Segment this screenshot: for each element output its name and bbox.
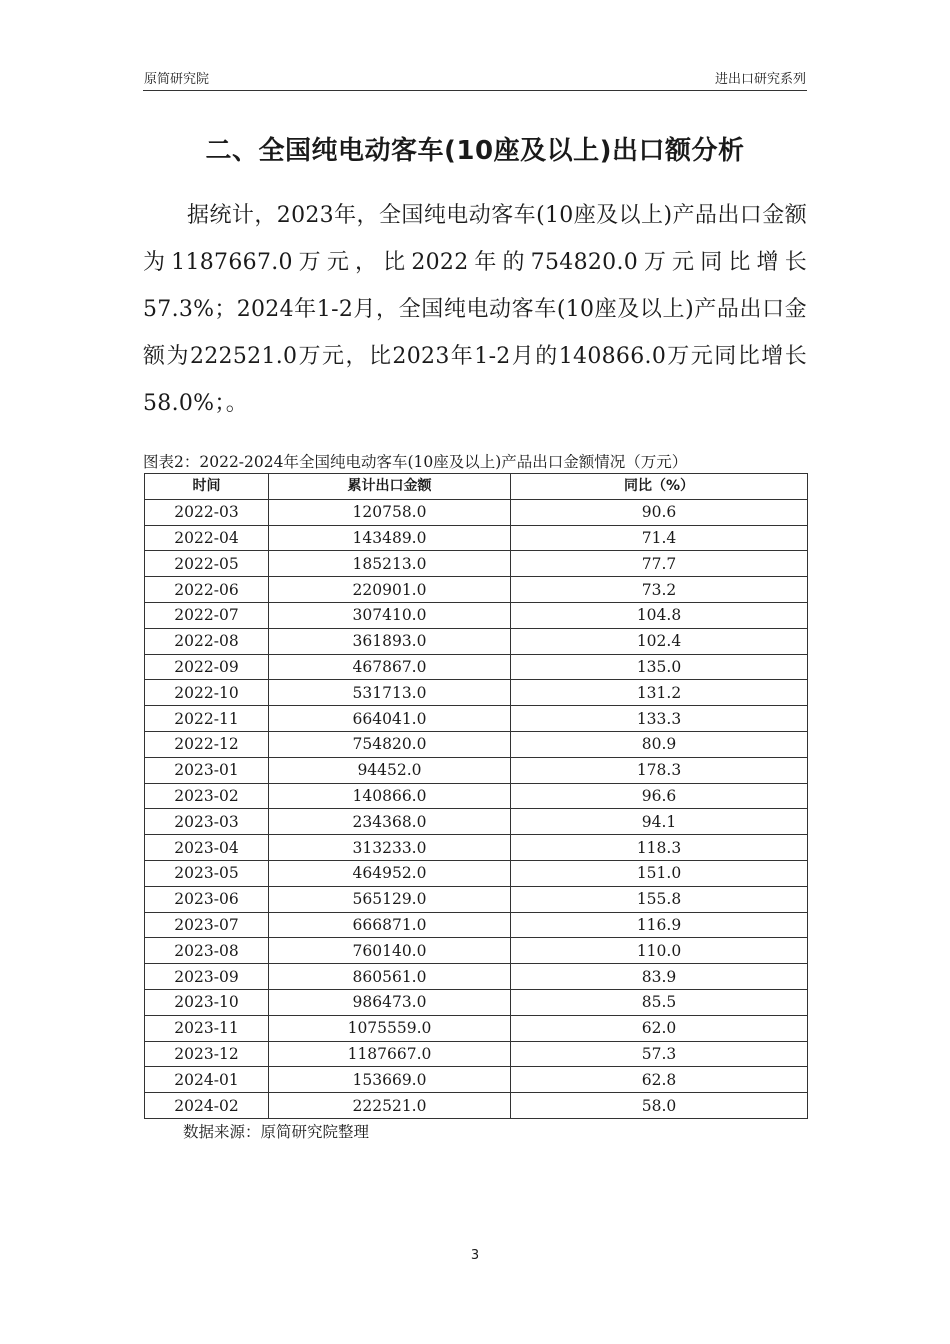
cell-yoy: 102.4 [511,628,808,654]
table-header-row [145,474,808,500]
header-series-name: 进出口研究系列 [714,72,806,87]
cell-yoy: 85.5 [511,989,808,1015]
table-row [145,551,808,577]
cell-cumulative-export: 153669.0 [269,1067,511,1093]
cell-time: 2023-12 [145,1041,269,1067]
cell-time: 2022-09 [145,654,269,680]
cell-time: 2023-03 [145,809,269,835]
table-row [145,964,808,990]
cell-time: 2023-07 [145,912,269,938]
section-title: 二、全国纯电动客车(10座及以上)出口额分析 [205,136,745,166]
cell-yoy: 118.3 [511,835,808,861]
table-row [145,886,808,912]
cell-yoy: 135.0 [511,654,808,680]
column-header-cumulative-export: 累计出口金额 [269,474,511,500]
table-row [145,809,808,835]
cell-yoy: 116.9 [511,912,808,938]
cell-time: 2023-11 [145,1015,269,1041]
cell-time: 2023-10 [145,989,269,1015]
table-row [145,938,808,964]
cell-cumulative-export: 222521.0 [269,1093,511,1119]
cell-time: 2022-07 [145,602,269,628]
table-row [145,1041,808,1067]
cell-time: 2022-11 [145,706,269,732]
cell-time: 2022-03 [145,499,269,525]
table-row [145,499,808,525]
cell-time: 2023-05 [145,860,269,886]
table-row [145,860,808,886]
cell-cumulative-export: 664041.0 [269,706,511,732]
cell-cumulative-export: 986473.0 [269,989,511,1015]
cell-time: 2023-01 [145,757,269,783]
table-row [145,1015,808,1041]
cell-yoy: 94.1 [511,809,808,835]
cell-yoy: 57.3 [511,1041,808,1067]
cell-cumulative-export: 313233.0 [269,835,511,861]
cell-cumulative-export: 467867.0 [269,654,511,680]
table-row [145,783,808,809]
cell-yoy: 104.8 [511,602,808,628]
page-header [143,66,807,91]
cell-yoy: 151.0 [511,860,808,886]
cell-yoy: 96.6 [511,783,808,809]
cell-time: 2022-04 [145,525,269,551]
table-row [145,602,808,628]
cell-cumulative-export: 307410.0 [269,602,511,628]
cell-cumulative-export: 140866.0 [269,783,511,809]
cell-cumulative-export: 531713.0 [269,680,511,706]
header-org-name: 原简研究院 [144,72,210,87]
table-row [145,706,808,732]
cell-time: 2022-08 [145,628,269,654]
table-body [145,499,808,1118]
table-row [145,757,808,783]
table-row [145,731,808,757]
export-data-table [144,473,808,1119]
table-row [145,628,808,654]
cell-cumulative-export: 185213.0 [269,551,511,577]
table-row [145,1067,808,1093]
column-header-yoy: 同比（%） [511,474,808,500]
cell-cumulative-export: 120758.0 [269,499,511,525]
cell-cumulative-export: 94452.0 [269,757,511,783]
cell-time: 2023-02 [145,783,269,809]
table-row [145,1093,808,1119]
cell-cumulative-export: 860561.0 [269,964,511,990]
cell-yoy: 73.2 [511,577,808,603]
cell-cumulative-export: 754820.0 [269,731,511,757]
cell-yoy: 131.2 [511,680,808,706]
cell-time: 2023-09 [145,964,269,990]
cell-yoy: 90.6 [511,499,808,525]
cell-cumulative-export: 464952.0 [269,860,511,886]
cell-time: 2023-08 [145,938,269,964]
table-row [145,835,808,861]
page-number: 3 [470,1248,480,1263]
cell-cumulative-export: 234368.0 [269,809,511,835]
table-row [145,525,808,551]
cell-cumulative-export: 361893.0 [269,628,511,654]
cell-yoy: 71.4 [511,525,808,551]
cell-time: 2023-04 [145,835,269,861]
cell-time: 2022-06 [145,577,269,603]
cell-yoy: 133.3 [511,706,808,732]
column-header-time: 时间 [145,474,269,500]
cell-yoy: 62.8 [511,1067,808,1093]
body-paragraph: 据统计，2023年，全国纯电动客车(10座及以上)产品出口金额为1187667.0万元，比2022年的754820.0万元同比增长57.3%；2024年1-2月，全国纯电动客车(10座及以上)产品出口金额为222521.0万元，比2023年1-2月的140866.0万元同比增长58.0%；。 [143,203,807,416]
cell-cumulative-export: 1075559.0 [269,1015,511,1041]
cell-time: 2024-01 [145,1067,269,1093]
cell-yoy: 62.0 [511,1015,808,1041]
data-source-note: 数据来源：原简研究院整理 [183,1123,370,1141]
cell-yoy: 155.8 [511,886,808,912]
cell-cumulative-export: 666871.0 [269,912,511,938]
cell-yoy: 110.0 [511,938,808,964]
cell-yoy: 80.9 [511,731,808,757]
cell-time: 2022-05 [145,551,269,577]
cell-time: 2024-02 [145,1093,269,1119]
cell-yoy: 58.0 [511,1093,808,1119]
cell-yoy: 178.3 [511,757,808,783]
table-row [145,654,808,680]
cell-yoy: 77.7 [511,551,808,577]
cell-cumulative-export: 220901.0 [269,577,511,603]
cell-yoy: 83.9 [511,964,808,990]
cell-cumulative-export: 565129.0 [269,886,511,912]
cell-cumulative-export: 1187667.0 [269,1041,511,1067]
table-row [145,680,808,706]
cell-time: 2022-10 [145,680,269,706]
table-caption: 图表2：2022-2024年全国纯电动客车(10座及以上)产品出口金额情况（万元） [143,453,688,471]
cell-time: 2023-06 [145,886,269,912]
cell-time: 2022-12 [145,731,269,757]
cell-cumulative-export: 760140.0 [269,938,511,964]
table-row [145,989,808,1015]
table-row [145,912,808,938]
table-row [145,577,808,603]
cell-cumulative-export: 143489.0 [269,525,511,551]
